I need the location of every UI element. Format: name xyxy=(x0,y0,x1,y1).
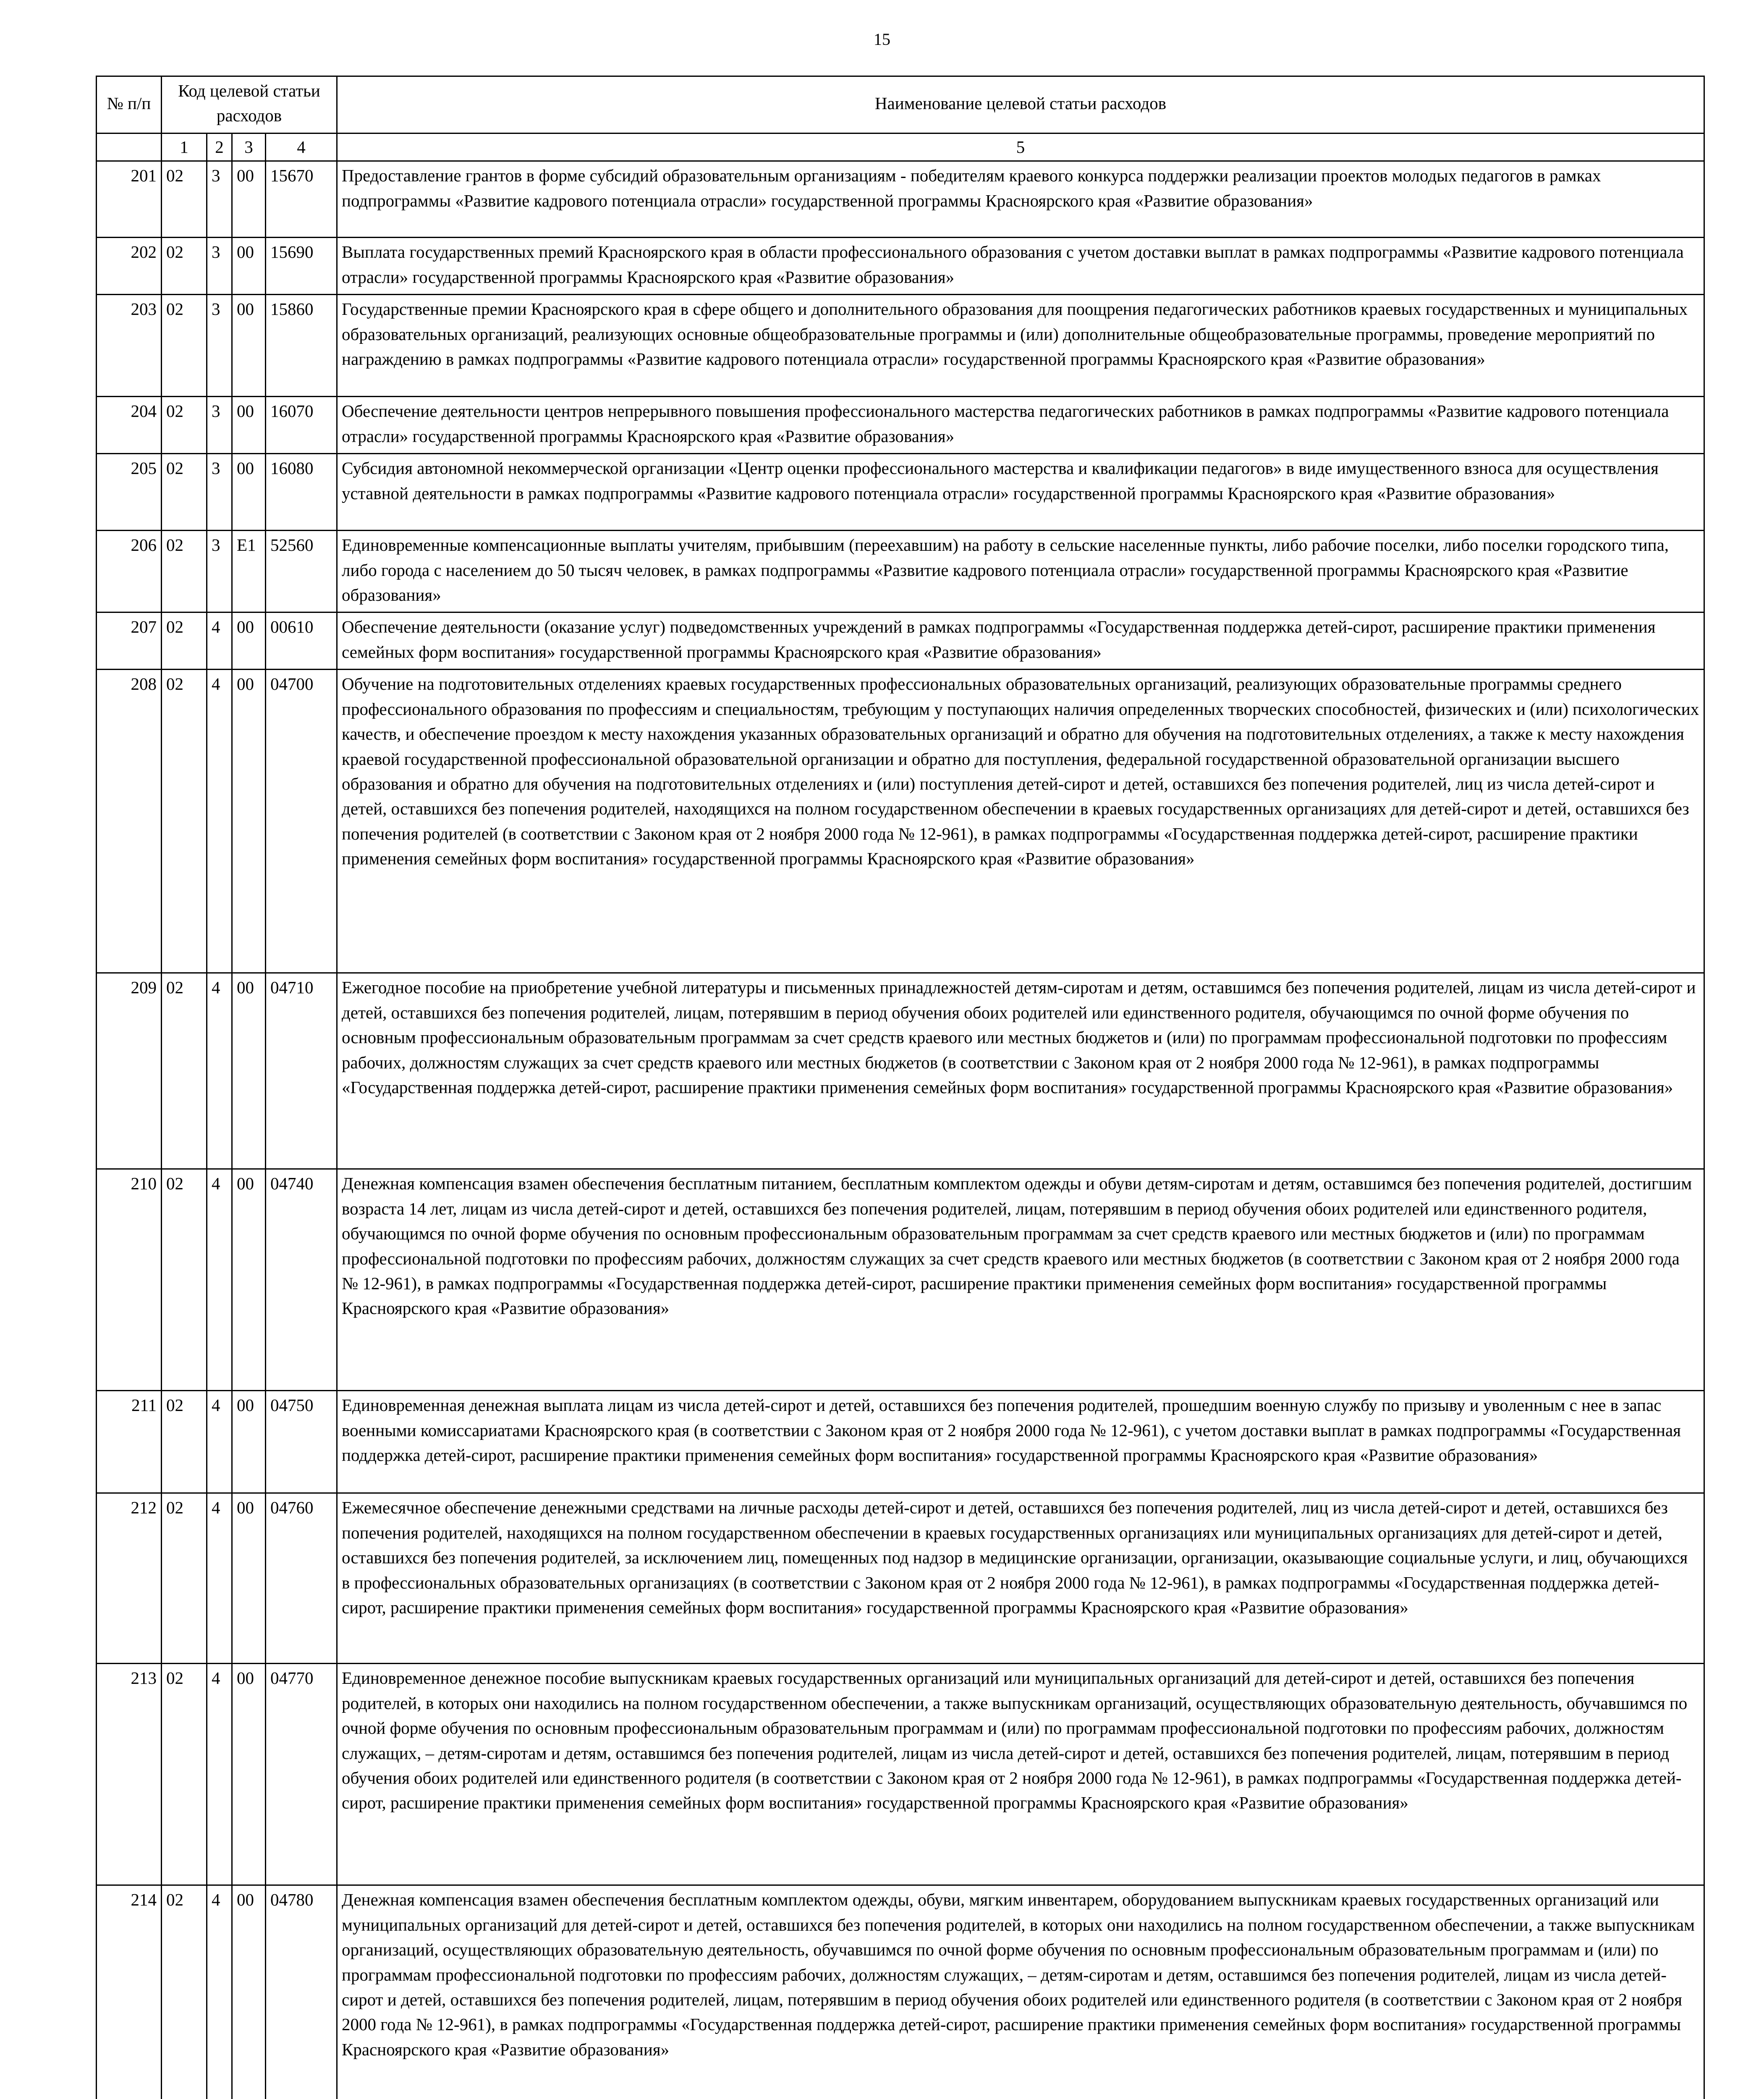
code-part-3: 00 xyxy=(232,295,266,397)
col-number: 2 xyxy=(207,133,232,161)
code-part-3: 00 xyxy=(232,973,266,1169)
code-part-4: 15860 xyxy=(266,295,337,397)
code-part-2: 4 xyxy=(207,1664,232,1885)
code-part-2: 3 xyxy=(207,397,232,454)
code-part-4: 04740 xyxy=(266,1169,337,1391)
row-number: 206 xyxy=(97,531,162,612)
table-row xyxy=(97,161,1704,238)
code-part-4: 04700 xyxy=(266,670,337,973)
page-number: 15 xyxy=(874,30,890,49)
code-part-1: 02 xyxy=(162,531,207,612)
code-part-3: 00 xyxy=(232,161,266,238)
row-number: 201 xyxy=(97,161,162,238)
table-row xyxy=(97,454,1704,531)
code-part-1: 02 xyxy=(162,1885,207,2099)
code-part-3: 00 xyxy=(232,397,266,454)
code-part-3: 00 xyxy=(232,1885,266,2099)
row-number: 203 xyxy=(97,295,162,397)
col-number: 4 xyxy=(266,133,337,161)
expense-name: Ежегодное пособие на приобретение учебной литературы и письменных принадлежностей детям-сиротам и детям, оставшимся без попечения родителей, лицам из числа детей-сирот и детей, оставшихся без попечения родителей, лицам, потерявшим в период обучения обоих родителей или единственного родителя, обучающимся по очной форме обучения по основным профессиональным образовательным программам за счет средств краевого или местных бюджетов и (или) по программам профессиональной подготовки по профессиям рабочих, должностям служащих за счет средств краевого или местных бюджетов (в соответствии с Законом края от 2 ноября 2000 года № 12-961), в рамках подпрограммы «Государственная поддержка детей-сирот, расширение практики применения семейных форм воспитания» государственной программы Красноярского края «Развитие образования» xyxy=(337,973,1704,1169)
code-part-2: 4 xyxy=(207,1493,232,1664)
table-row xyxy=(97,670,1704,973)
code-part-3: 00 xyxy=(232,1493,266,1664)
expense-name: Ежемесячное обеспечение денежными средствами на личные расходы детей-сирот и детей, оставшихся без попечения родителей, лиц из числа детей-сирот и детей, оставшихся без попечения родителей, находящихся на полном государственном обеспечении в краевых государственных организациях или муниципальных организациях для детей-сирот и детей, оставшихся без попечения родителей, за исключением лиц, помещенных под надзор в медицинские организации, организации, оказывающие социальные услуги, и лиц, обучающихся в профессиональных образовательных организациях (в соответствии с Законом края от 2 ноября 2000 года № 12-961), в рамках подпрограммы «Государственная поддержка детей-сирот, расширение практики применения семейных форм воспитания» государственной программы Красноярского края «Развитие образования» xyxy=(337,1493,1704,1664)
code-part-4: 04710 xyxy=(266,973,337,1169)
col-number: 1 xyxy=(162,133,207,161)
expense-name: Субсидия автономной некоммерческой организации «Центр оценки профессионального мастерства и квалификации педагогов» в виде имущественного взноса для осуществления уставной деятельности в рамках подпрограммы «Развитие кадрового потенциала отрасли» государственной программы Красноярского края «Развитие образования» xyxy=(337,454,1704,531)
row-number: 205 xyxy=(97,454,162,531)
row-number: 211 xyxy=(97,1391,162,1493)
code-part-1: 02 xyxy=(162,295,207,397)
code-part-3: 00 xyxy=(232,454,266,531)
code-part-2: 4 xyxy=(207,1391,232,1493)
row-number: 213 xyxy=(97,1664,162,1885)
expense-name: Денежная компенсация взамен обеспечения бесплатным питанием, бесплатным комплектом одежды и обуви детям-сиротам и детям, оставшимся без попечения родителей, достигшим возраста 14 лет, лицам из числа детей-сирот и детей, оставшихся без попечения родителей, лицам, потерявшим в период обучения обоих родителей или единственного родителя, обучающимся по очной форме обучения по основным профессиональным образовательным программам за счет средств краевого или местных бюджетов и (или) по программам профессиональной подготовки по профессиям рабочих, должностям служащих за счет средств краевого или местных бюджетов (в соответствии с Законом края от 2 ноября 2000 года № 12-961), в рамках подпрограммы «Государственная поддержка детей-сирот, расширение практики применения семейных форм воспитания» государственной программы Красноярского края «Развитие образования» xyxy=(337,1169,1704,1391)
table-row xyxy=(97,1885,1704,2099)
code-part-3: 00 xyxy=(232,1664,266,1885)
code-part-2: 4 xyxy=(207,1169,232,1391)
table-row xyxy=(97,397,1704,454)
code-part-2: 4 xyxy=(207,1885,232,2099)
expense-name: Обеспечение деятельности (оказание услуг) подведомственных учреждений в рамках подпрограммы «Государственная поддержка детей-сирот, расширение практики применения семейных форм воспитания» государственной программы Красноярского края «Развитие образования» xyxy=(337,612,1704,670)
table-row xyxy=(97,1391,1704,1493)
code-part-3: E1 xyxy=(232,531,266,612)
row-number: 210 xyxy=(97,1169,162,1391)
row-number: 212 xyxy=(97,1493,162,1664)
code-part-2: 3 xyxy=(207,161,232,238)
expense-name: Обучение на подготовительных отделениях краевых государственных профессиональных образовательных организаций, реализующих образовательные программы среднего профессионального образования по профессиям и специальностям, требующим у поступающих наличия определенных творческих способностей, физических и (или) психологических качеств, и обеспечение проездом к месту нахождения указанных образовательных организаций и обратно для обучения на подготовительных отделениях, а также к месту нахождения краевой государственной профессиональной образовательной организации и обратно для поступления, федеральной государственной образовательной организации высшего образования и обратно для обучения на подготовительных отделениях и (или) поступления детей-сирот и детей, оставшихся без попечения родителей, лиц из числа детей-сирот и детей, оставшихся без попечения родителей, находящихся на полном государственном обеспечении в краевых государственных организациях для детей-сирот и детей, оставшихся без попечения родителей (в соответствии с Законом края от 2 ноября 2000 года № 12-961), в рамках подпрограммы «Государственная поддержка детей-сирот, расширение практики применения семейных форм воспитания» государственной программы Красноярского края «Развитие образования» xyxy=(337,670,1704,973)
code-part-1: 02 xyxy=(162,670,207,973)
code-part-3: 00 xyxy=(232,238,266,295)
expense-name: Выплата государственных премий Красноярского края в области профессионального образования с учетом доставки выплат в рамках подпрограммы «Развитие кадрового потенциала отрасли» государственной программы Красноярского края «Развитие образования» xyxy=(337,238,1704,295)
code-part-1: 02 xyxy=(162,454,207,531)
code-part-4: 00610 xyxy=(266,612,337,670)
expense-name: Предоставление грантов в форме субсидий образовательным организациям - победителям краевого конкурса поддержки реализации проектов молодых педагогов в рамках подпрограммы «Развитие кадрового потенциала отрасли» государственной программы Красноярского края «Развитие образования» xyxy=(337,161,1704,238)
code-part-4: 15690 xyxy=(266,238,337,295)
row-number: 209 xyxy=(97,973,162,1169)
table-row xyxy=(97,295,1704,397)
col-number-empty xyxy=(97,133,162,161)
row-number: 207 xyxy=(97,612,162,670)
code-part-1: 02 xyxy=(162,1664,207,1885)
row-number: 214 xyxy=(97,1885,162,2099)
code-part-1: 02 xyxy=(162,612,207,670)
table-body xyxy=(97,76,1704,2099)
code-part-4: 04750 xyxy=(266,1391,337,1493)
code-part-1: 02 xyxy=(162,1391,207,1493)
col-number: 3 xyxy=(232,133,266,161)
code-part-2: 4 xyxy=(207,670,232,973)
code-part-1: 02 xyxy=(162,397,207,454)
code-part-2: 3 xyxy=(207,238,232,295)
table-row xyxy=(97,1493,1704,1664)
header-num: № п/п xyxy=(97,76,162,133)
code-part-4: 04770 xyxy=(266,1664,337,1885)
table-row xyxy=(97,973,1704,1169)
code-part-2: 3 xyxy=(207,295,232,397)
header-name: Наименование целевой статьи расходов xyxy=(337,76,1704,133)
table-row xyxy=(97,1169,1704,1391)
row-number: 202 xyxy=(97,238,162,295)
code-part-4: 52560 xyxy=(266,531,337,612)
code-part-2: 4 xyxy=(207,973,232,1169)
code-part-2: 4 xyxy=(207,612,232,670)
col-number: 5 xyxy=(337,133,1704,161)
table-row xyxy=(97,1664,1704,1885)
table-row xyxy=(97,612,1704,670)
expense-name: Единовременное денежное пособие выпускникам краевых государственных организаций или муниципальных организаций для детей-сирот и детей, оставшихся без попечения родителей, в которых они находились на полном государственном обеспечении, а также выпускникам организаций, осуществляющих образовательную деятельность, обучавшимся по очной форме обучения по основным профессиональным образовательным программам и (или) по программам профессиональной подготовки по профессиям рабочих, должностям служащих, – детям-сиротам и детям, оставшимся без попечения родителей, лицам из числа детей-сирот и детей, оставшихся без попечения родителей, лицам, потерявшим в период обучения обоих родителей или единственного родителя (в соответствии с Законом края от 2 ноября 2000 года № 12-961), в рамках подпрограммы «Государственная поддержка детей-сирот, расширение практики применения семейных форм воспитания» государственной программы Красноярского края «Развитие образования» xyxy=(337,1664,1704,1885)
budget-table xyxy=(96,76,1705,2099)
code-part-3: 00 xyxy=(232,1391,266,1493)
header-row xyxy=(97,76,1704,133)
code-part-1: 02 xyxy=(162,161,207,238)
code-part-2: 3 xyxy=(207,531,232,612)
expense-name: Единовременные компенсационные выплаты учителям, прибывшим (переехавшим) на работу в сельские населенные пункты, либо рабочие поселки, либо поселки городского типа, либо города с населением до 50 тысяч человек, в рамках подпрограммы «Развитие кадрового потенциала отрасли» государственной программы Красноярского края «Развитие образования» xyxy=(337,531,1704,612)
column-number-row xyxy=(97,133,1704,161)
table-row xyxy=(97,531,1704,612)
code-part-4: 04780 xyxy=(266,1885,337,2099)
row-number: 208 xyxy=(97,670,162,973)
header-code: Код целевой статьи расходов xyxy=(162,76,337,133)
expense-name: Денежная компенсация взамен обеспечения бесплатным комплектом одежды, обуви, мягким инвентарем, оборудованием выпускникам краевых государственных организаций или муниципальных организаций для детей-сирот и детей, оставшихся без попечения родителей, в которых они находились на полном государственном обеспечении, а также выпускникам организаций, осуществляющих образовательную деятельность, обучавшимся по очной форме обучения по основным профессиональным образовательным программам и (или) по программам профессиональной подготовки по профессиям рабочих, должностям служащих, – детям-сиротам и детям, оставшимся без попечения родителей, лицам из числа детей-сирот и детей, оставшихся без попечения родителей, лицам, потерявшим в период обучения обоих родителей или единственного родителя (в соответствии с Законом края от 2 ноября 2000 года № 12-961), в рамках подпрограммы «Государственная поддержка детей-сирот, расширение практики применения семейных форм воспитания» государственной программы Красноярского края «Развитие образования» xyxy=(337,1885,1704,2099)
code-part-3: 00 xyxy=(232,612,266,670)
row-number: 204 xyxy=(97,397,162,454)
code-part-4: 04760 xyxy=(266,1493,337,1664)
code-part-4: 16070 xyxy=(266,397,337,454)
code-part-4: 15670 xyxy=(266,161,337,238)
expense-name: Государственные премии Красноярского края в сфере общего и дополнительного образования для поощрения педагогических работников краевых государственных и муниципальных образовательных организаций, реализующих основные общеобразовательные программы и (или) дополнительные общеобразовательные программы, проведение мероприятий по награждению в рамках подпрограммы «Развитие кадрового потенциала отрасли» государственной программы Красноярского края «Развитие образования» xyxy=(337,295,1704,397)
code-part-1: 02 xyxy=(162,1169,207,1391)
code-part-1: 02 xyxy=(162,238,207,295)
code-part-3: 00 xyxy=(232,1169,266,1391)
code-part-1: 02 xyxy=(162,1493,207,1664)
expense-name: Единовременная денежная выплата лицам из числа детей-сирот и детей, оставшихся без попечения родителей, прошедшим военную службу по призыву и уволенным с нее в запас военными комиссариатами Красноярского края (в соответствии с Законом края от 2 ноября 2000 года № 12-961), с учетом доставки выплат в рамках подпрограммы «Государственная поддержка детей-сирот, расширение практики применения семейных форм воспитания» государственной программы Красноярского края «Развитие образования» xyxy=(337,1391,1704,1493)
code-part-4: 16080 xyxy=(266,454,337,531)
code-part-3: 00 xyxy=(232,670,266,973)
expense-name: Обеспечение деятельности центров непрерывного повышения профессионального мастерства педагогических работников в рамках подпрограммы «Развитие кадрового потенциала отрасли» государственной программы Красноярского края «Развитие образования» xyxy=(337,397,1704,454)
code-part-2: 3 xyxy=(207,454,232,531)
code-part-1: 02 xyxy=(162,973,207,1169)
table-row xyxy=(97,238,1704,295)
